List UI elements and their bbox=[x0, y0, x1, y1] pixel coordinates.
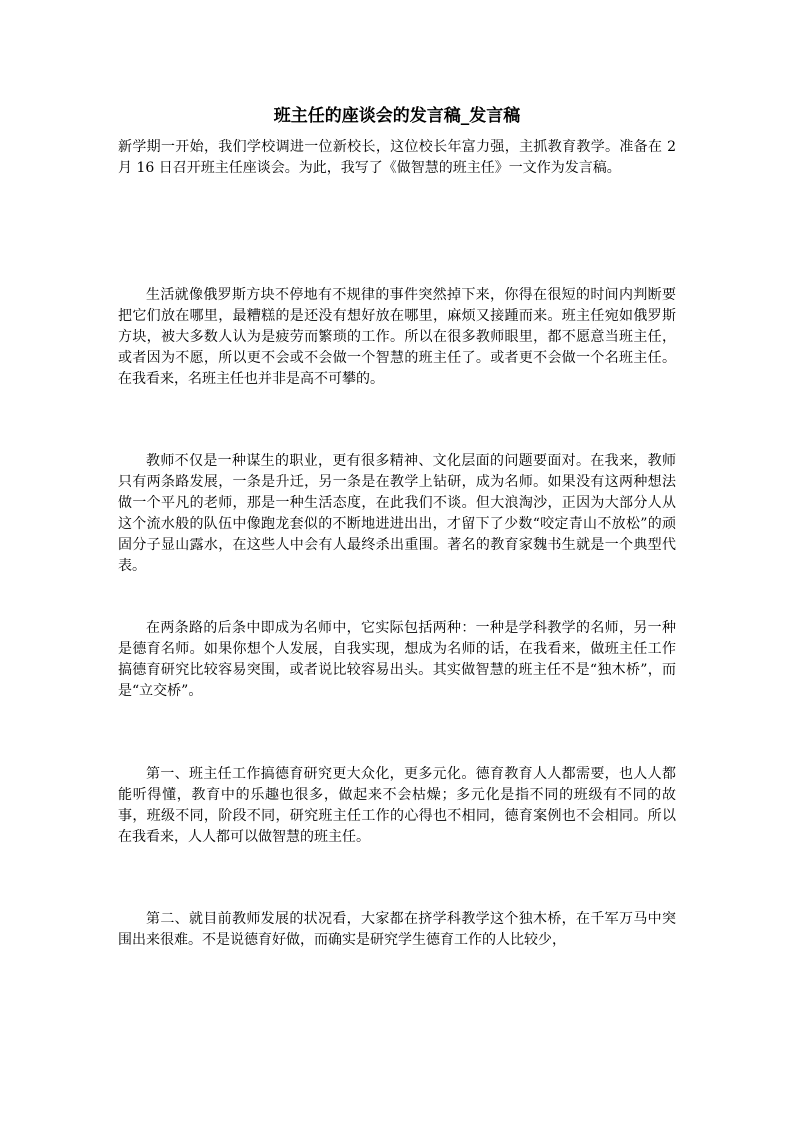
paragraph-point-two: 第二、就目前教师发展的状况看，大家都在挤学科教学这个独木桥，在千军万马中突围出来很难。不是说德育好做，而确实是研究学生德育工作的人比较少， bbox=[118, 911, 676, 948]
paragraph-intro: 新学期一开始，我们学校调进一位新校长，这位校长年富力强，主抓教育教学。准备在 2 月 16 日召开班主任座谈会。为此，我写了《做智慧的班主任》一文作为发言稿。 bbox=[118, 139, 676, 176]
paragraph-point-one: 第一、班主任工作搞德育研究更大众化，更多元化。德育教育人人都需要，也人人都能听得懂，教育中的乐趣也很多，做起来不会枯燥；多元化是指不同的班级有不同的故事，班级不同，阶段不同，研究班主任工作的心得也不相同，德育案例也不会相同。所以在我看来，人人都可以做智慧的班主任。 bbox=[118, 766, 676, 845]
paragraph-tetris: 生活就像俄罗斯方块不停地有不规律的事件突然掉下来，你得在很短的时间内判断要把它们放在哪里，最糟糕的是还没有想好放在哪里，麻烦又接踵而来。班主任宛如俄罗斯方块，被大多数人认为是疲劳而繁琐的工作。所以在很多教师眼里，都不愿意当班主任，或者因为不愿，所以更不会或不会做一个智慧的班主任了。或者更不会做一个名班主任。在我看来，名班主任也并非是高不可攀的。 bbox=[118, 287, 676, 387]
document-title: 班主任的座谈会的发言稿_发言稿 bbox=[273, 106, 521, 126]
paragraph-famous-teacher: 在两条路的后条中即成为名师中，它实际包括两种：一种是学科教学的名师，另一种是德育名师。如果你想个人发展，自我实现，想成为名师的话，在我看来，做班主任工作搞德育研究比较容易突围，或者说比较容易出头。其实做智慧的班主任不是“独木桥”，而是“立交桥”。 bbox=[118, 620, 676, 699]
paragraph-two-paths: 教师不仅是一种谋生的职业，更有很多精神、文化层面的问题要面对。在我来，教师只有两条路发展，一条是升迁，另一条是在教学上钻研，成为名师。如果没有这两种想法做一个平凡的老师，那是一种生活态度，在此我们不谈。但大浪淘沙，正因为大部分人从这个流水般的队伍中像跑龙套似的不断地进进出出，才留下了少数“咬定青山不放松”的顽固分子显山露水，在这些人中会有人最终杀出重围。著名的教育家魏书生就是一个典型代表。 bbox=[118, 453, 676, 574]
